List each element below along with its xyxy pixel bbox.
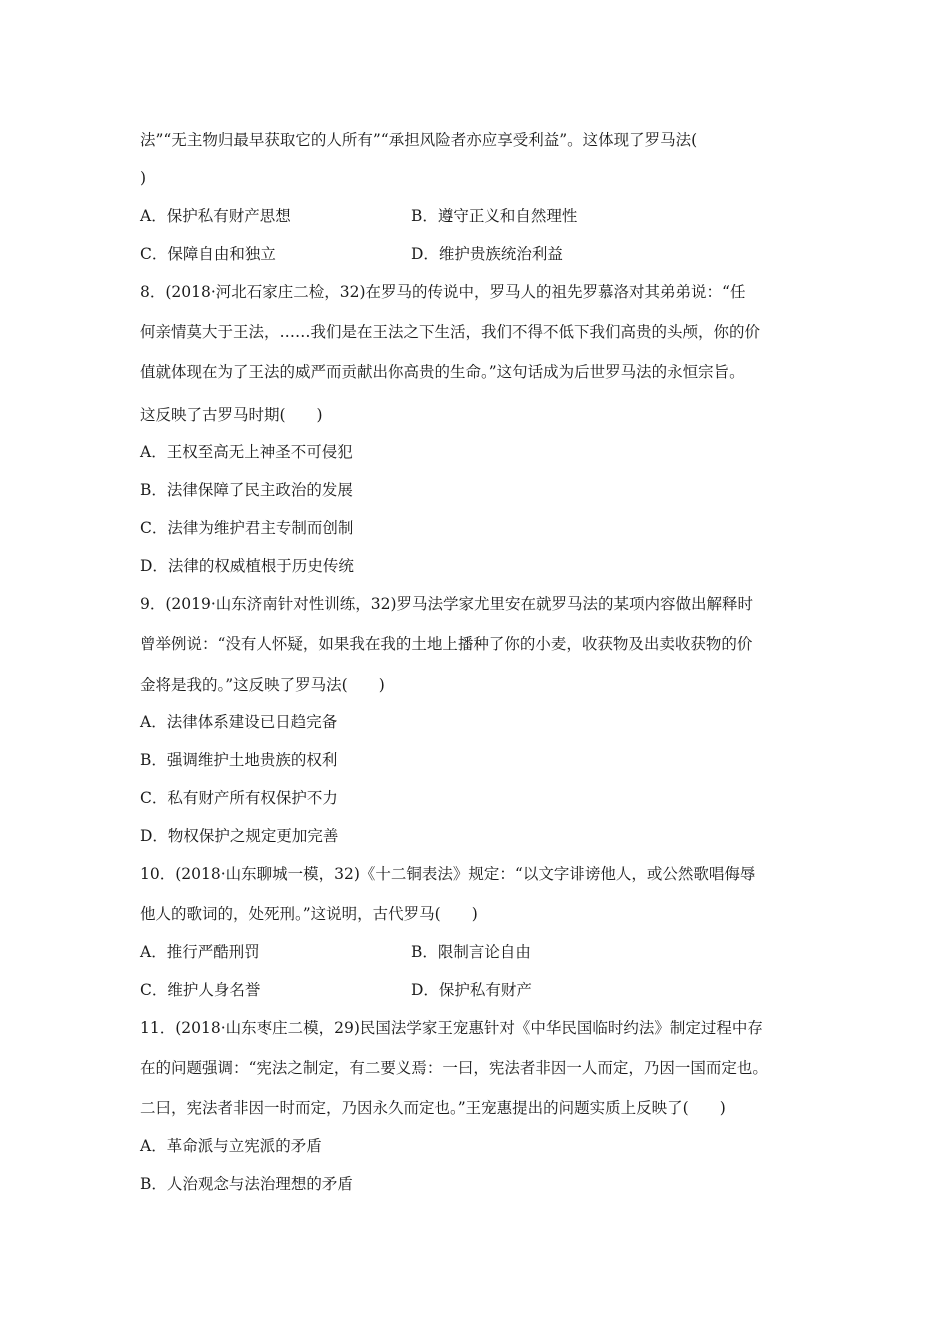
q7-option-b: B．遵守正义和自然理性 [411, 207, 578, 225]
q10-stem-line-2: 他人的歌词的，处死刑。”这说明，古代罗马( ) [140, 905, 478, 923]
q11-stem-line-2: 在的问题强调：“宪法之制定，有二要义焉：一曰，宪法者非因一人而定，乃因一国而定也。 [140, 1059, 768, 1077]
q11-option-a: A．革命派与立宪派的矛盾 [140, 1137, 322, 1155]
q10-stem-line-1: 10．(2018·山东聊城一模，32)《十二铜表法》规定：“以文字诽谤他人，或公然歌唱侮辱 [140, 865, 756, 883]
q9-stem-line-3: 金将是我的。”这反映了罗马法( ) [140, 676, 385, 694]
q7-option-c: C．保障自由和独立 [140, 245, 276, 263]
q9-option-d: D．物权保护之规定更加完善 [140, 827, 339, 845]
q9-option-a: A．法律体系建设已日趋完备 [140, 713, 338, 731]
q9-stem-line-2: 曾举例说：“没有人怀疑，如果我在我的土地上播种了你的小麦，收获物及出卖收获物的价 [140, 635, 753, 653]
q7-option-a: A．保护私有财产思想 [140, 207, 291, 225]
q11-stem-line-1: 11．(2018·山东枣庄二模，29)民国法学家王宠惠针对《中华民国临时约法》制定过程中存 [140, 1019, 763, 1037]
q11-stem-line-3: 二曰，宪法者非因一时而定，乃因永久而定也。”王宠惠提出的问题实质上反映了( ) [140, 1099, 726, 1117]
q10-option-a: A．推行严酷刑罚 [140, 943, 260, 961]
q7-stem-line-2: ) [140, 169, 147, 187]
q11-option-b: B．人治观念与法治理想的矛盾 [140, 1175, 353, 1193]
q8-option-b: B．法律保障了民主政治的发展 [140, 481, 353, 499]
q7-stem-line-1: 法”“无主物归最早获取它的人所有”“承担风险者亦应享受利益”。这体现了罗马法( [140, 131, 698, 149]
q8-stem-line-4: 这反映了古罗马时期( ) [140, 406, 323, 424]
q9-option-c: C．私有财产所有权保护不力 [140, 789, 338, 807]
q7-option-d: D．维护贵族统治利益 [411, 245, 563, 263]
q10-option-c: C．维护人身名誉 [140, 981, 261, 999]
q8-option-a: A．王权至高无上神圣不可侵犯 [140, 443, 353, 461]
q10-option-b: B．限制言论自由 [411, 943, 531, 961]
q8-stem-line-3: 值就体现在为了王法的威严而贡献出你高贵的生命。”这句话成为后世罗马法的永恒宗旨。 [140, 363, 745, 381]
q9-option-b: B．强调维护土地贵族的权利 [140, 751, 338, 769]
q10-option-d: D．保护私有财产 [411, 981, 532, 999]
q8-option-d: D．法律的权威植根于历史传统 [140, 557, 354, 575]
q9-stem-line-1: 9．(2019·山东济南针对性训练，32)罗马法学家尤里安在就罗马法的某项内容做出解释时 [140, 595, 754, 613]
q8-option-c: C．法律为维护君主专制而创制 [140, 519, 354, 537]
q8-stem-line-2: 何亲情莫大于王法，……我们是在王法之下生活，我们不得不低下我们高贵的头颅，你的价 [140, 323, 761, 341]
q8-stem-line-1: 8．(2018·河北石家庄二检，32)在罗马的传说中，罗马人的祖先罗慕洛对其弟弟说：“任 [140, 283, 746, 301]
